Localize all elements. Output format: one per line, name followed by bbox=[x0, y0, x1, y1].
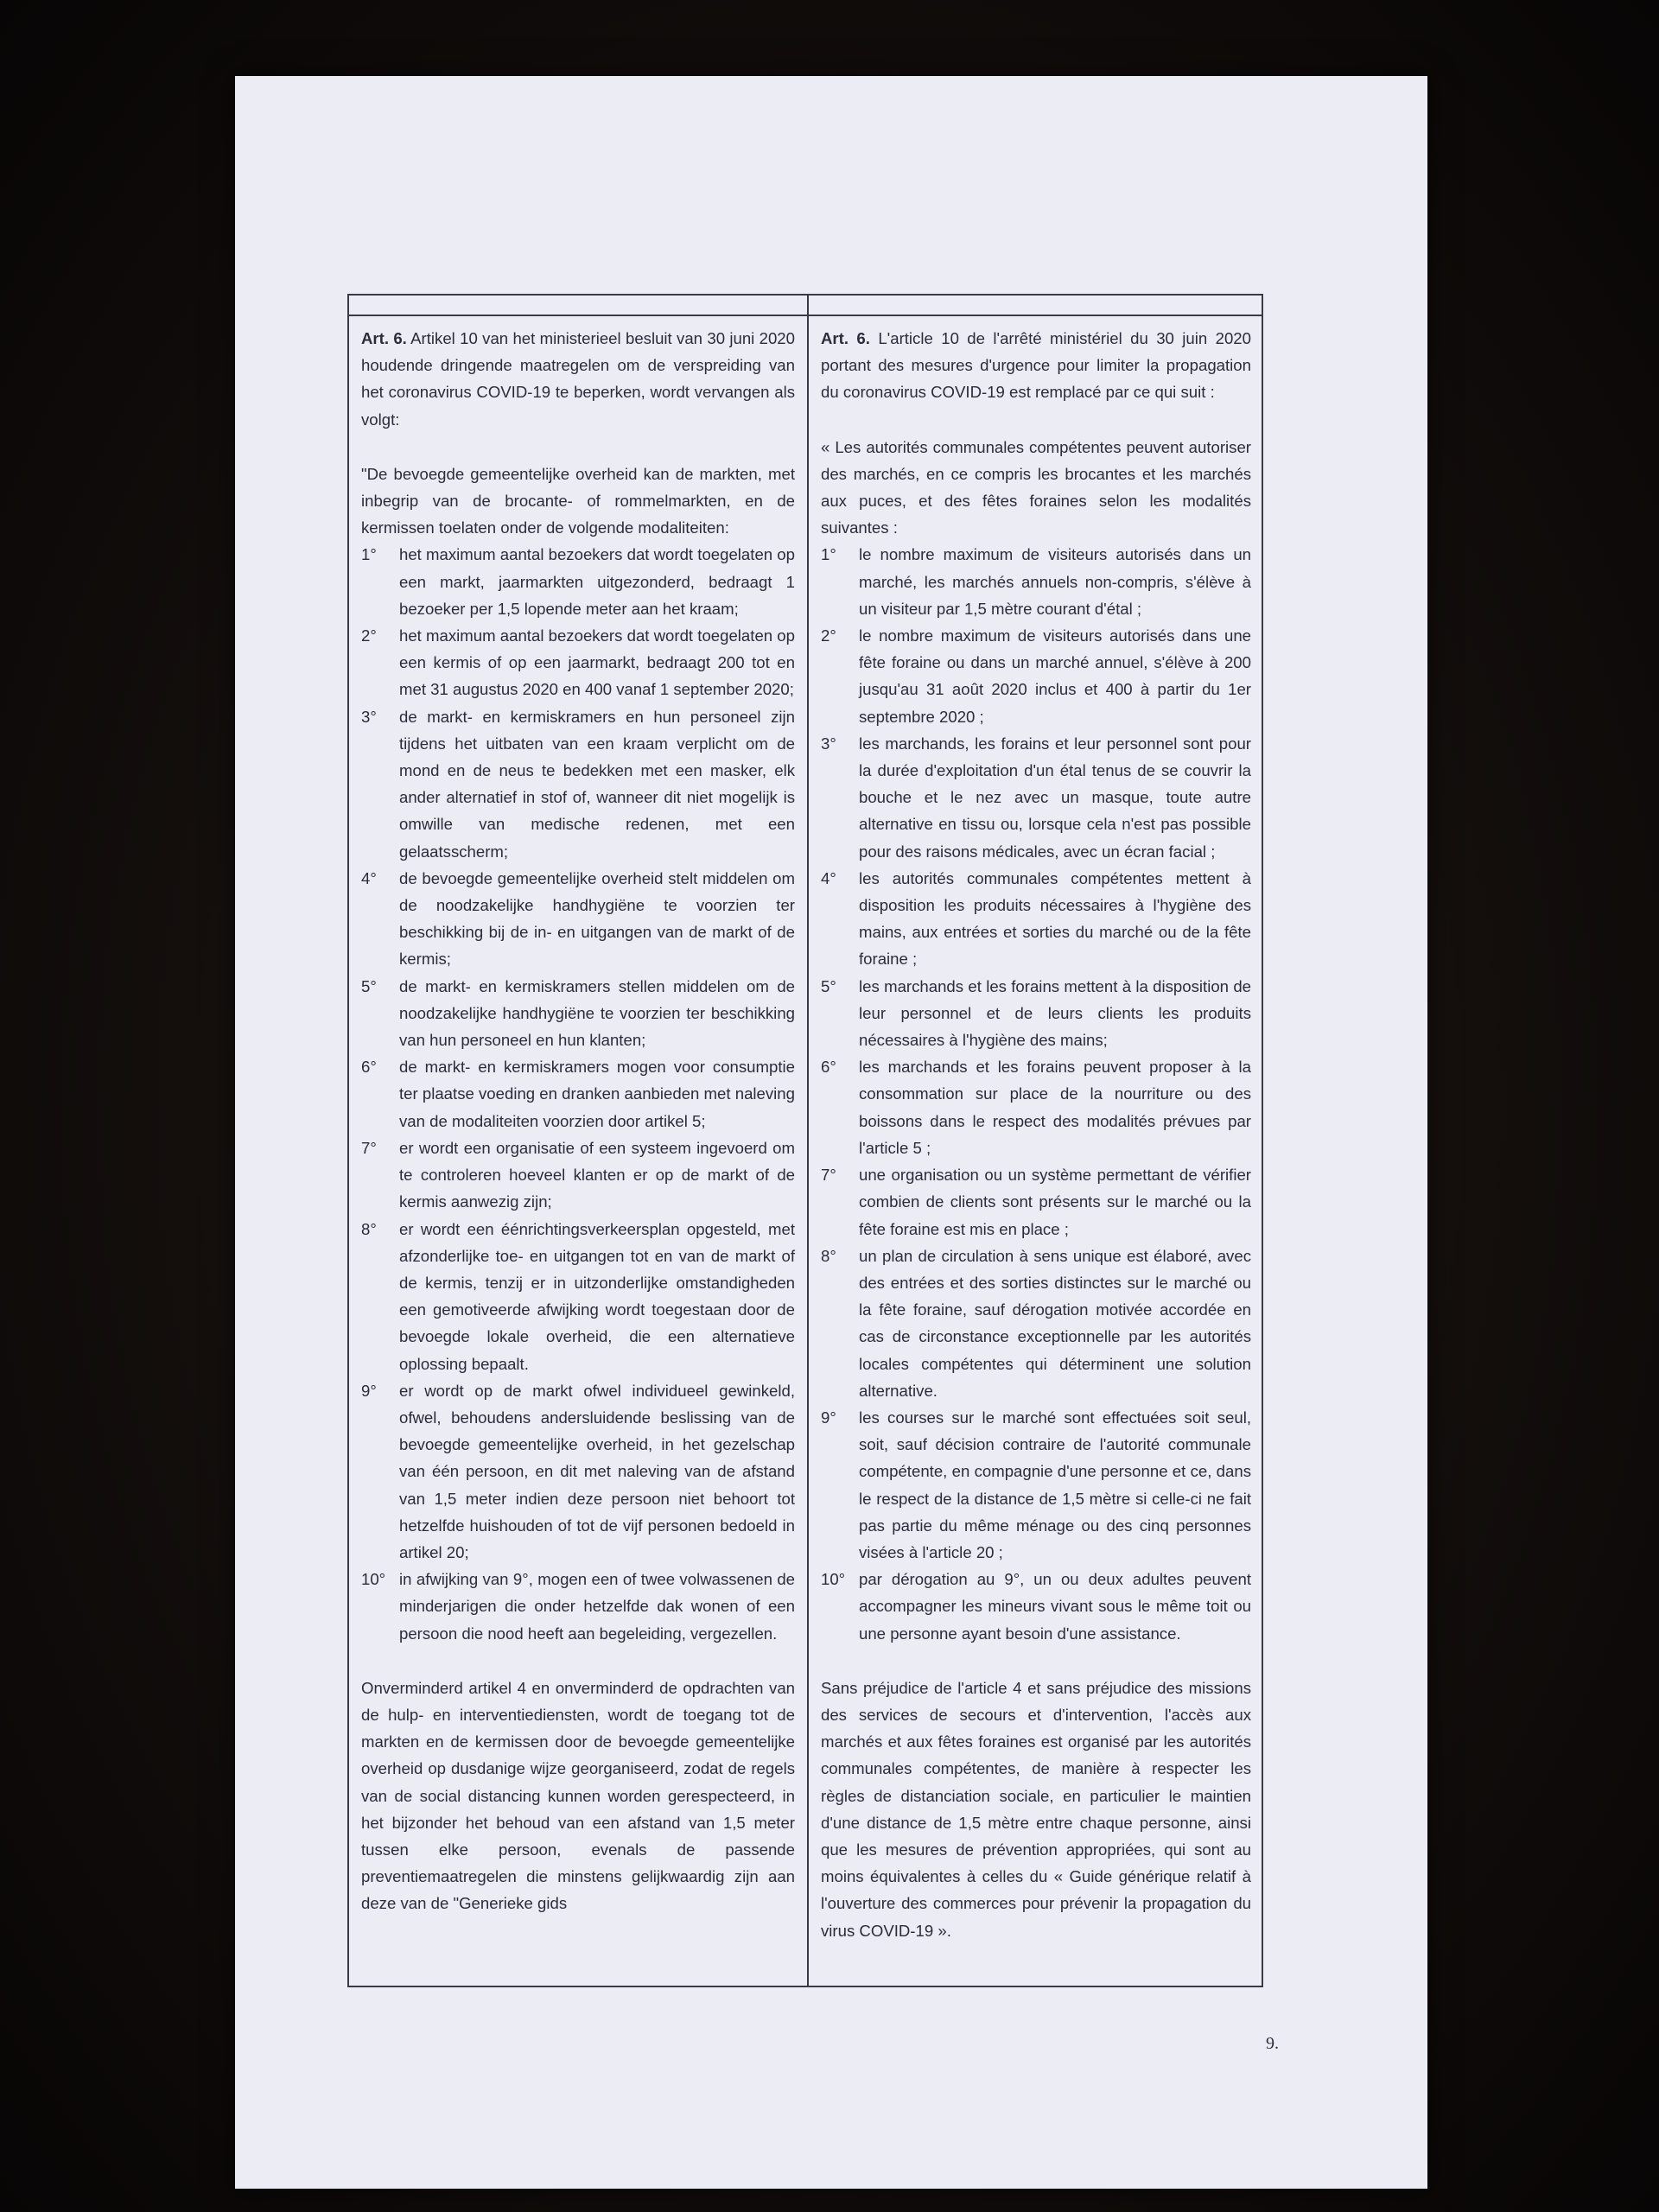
item-text: het maximum aantal bezoekers dat wordt toegelaten op een markt, jaarmarkten uitgezonderd, bedraagt 1 bezoeker per 1,5 lopende meter aan het kraam; bbox=[399, 545, 795, 618]
modalities-list-fr bbox=[821, 541, 1251, 1646]
modalities-list-nl bbox=[361, 541, 795, 1646]
item-number: 6° bbox=[821, 1058, 836, 1077]
item-text: les autorités communales compétentes mettent à disposition les produits nécessaires à l'hygiène des mains, aux entrées et sorties du marché ou de la fête foraine ; bbox=[859, 868, 1251, 969]
list-item bbox=[361, 865, 795, 973]
item-text: un plan de circulation à sens unique est élaboré, avec des entrées et des sorties distinctes sur le marché ou la fête foraine, sauf dérogation motivée accordée en cas de circonstance exceptionnelle par les autorités locales compétentes qui déterminent une solution alternative. bbox=[859, 1246, 1251, 1400]
article-intro-fr bbox=[821, 325, 1251, 406]
item-text: le nombre maximum de visiteurs autorisés dans un marché, les marchés annuels non-compris, s'élève à un visiteur par 1,5 mètre courant d'étal ; bbox=[859, 545, 1251, 618]
article-ref-nl: Art. 6. bbox=[361, 329, 407, 347]
item-text: de markt- en kermiskramers mogen voor consumptie ter plaatse voeding en dranken aanbieden met naleving van de modaliteiten voorzien door artikel 5; bbox=[399, 1058, 795, 1130]
item-text: het maximum aantal bezoekers dat wordt toegelaten op een kermis of op een jaarmarkt, bedraagt 200 tot en met 31 augustus 2020 en 400 vanaf 1 september 2020; bbox=[399, 626, 795, 699]
item-number: 4° bbox=[821, 868, 836, 887]
item-text: les marchands, les forains et leur personnel sont pour la durée d'exploitation d'un étal tenus de se couvrir la bouche et le nez avec un masque, toute autre alternative en tissu ou, lorsque cela n'est pas possible pour des raisons médicales, avec un écran facial ; bbox=[859, 734, 1251, 861]
page-number: 9. bbox=[1266, 2034, 1279, 2053]
list-item bbox=[821, 541, 1251, 622]
item-number: 3° bbox=[361, 707, 377, 726]
list-item bbox=[361, 703, 795, 865]
item-number: 10° bbox=[361, 1570, 386, 1589]
closing-paragraph-fr: Sans préjudice de l'article 4 et sans préjudice des missions des services de secours et d'intervention, l'accès aux marchés et aux fêtes foraines est organisé par les autorités communales compétentes, de manière à respecter les règles de distanciation sociale, en particulier le maintien d'une distance de 1,5 mètre entre chaque personne, ainsi que les mesures de prévention appropriées, qui sont au moins équivalentes à celles du « Guide générique relatif à l'ouverture des commerces pour prévenir la propagation du virus COVID-19 ». bbox=[821, 1678, 1251, 1940]
item-text: er wordt op de markt ofwel individueel gewinkeld, ofwel, behoudens andersluidende beslissing van de bevoegde gemeentelijke overheid, in het gezelschap van één persoon, en dit met naleving van de afstand van 1,5 meter indien deze persoon niet behoort tot hetzelfde huishouden of tot de vijf personen bedoeld in artikel 20; bbox=[399, 1381, 795, 1561]
table-header-row bbox=[349, 296, 1262, 316]
lead-paragraph-nl: "De bevoegde gemeentelijke overheid kan de markten, met inbegrip van de brocante- of rommelmarkten, en de kermissen toelaten onder de volgende modaliteiten: bbox=[361, 464, 795, 537]
item-number: 6° bbox=[361, 1058, 377, 1077]
list-item bbox=[821, 1566, 1251, 1647]
item-number: 1° bbox=[361, 545, 377, 564]
item-text: de markt- en kermiskramers en hun personeel zijn tijdens het uitbaten van een kraam verplicht om de mond en de neus te bedekken met een masker, elk ander alternatief in stof of, wanneer dit niet mogelijk is omwille van medische redenen, met een gelaatsscherm; bbox=[399, 707, 795, 861]
list-item bbox=[821, 730, 1251, 865]
article-intro-nl bbox=[361, 325, 795, 433]
list-item bbox=[361, 1216, 795, 1377]
item-number: 9° bbox=[821, 1408, 836, 1427]
item-number: 5° bbox=[361, 976, 377, 995]
item-text: une organisation ou un système permettant de vérifier combien de clients sont présents sur le marché ou la fête foraine est mis en place ; bbox=[859, 1166, 1251, 1238]
document-page bbox=[235, 76, 1427, 2189]
item-text: de bevoegde gemeentelijke overheid stelt middelen om de noodzakelijke handhygiëne te voorzien ter beschikking bij de in- en uitgangen van de markt of de kermis; bbox=[399, 868, 795, 969]
item-number: 10° bbox=[821, 1570, 846, 1589]
item-number: 8° bbox=[821, 1246, 836, 1265]
item-text: les marchands et les forains mettent à la disposition de leur personnel et de leurs clients les produits nécessaires à l'hygiène des mains; bbox=[859, 976, 1251, 1050]
list-item bbox=[821, 622, 1251, 730]
list-item bbox=[821, 973, 1251, 1054]
dutch-column bbox=[349, 316, 807, 1986]
item-text: de markt- en kermiskramers stellen middelen om de noodzakelijke handhygiëne te voorzien ter beschikking van hun personeel en hun klanten; bbox=[399, 976, 795, 1050]
item-number: 2° bbox=[361, 626, 377, 645]
article-intro-text-fr: L'article 10 de l'arrêté ministériel du 30 juin 2020 portant des mesures d'urgence pour limiter la propagation du coronavirus COVID-19 est remplacé par ce qui suit : bbox=[821, 329, 1251, 402]
item-number: 7° bbox=[821, 1166, 836, 1185]
closing-paragraph-nl: Onverminderd artikel 4 en onverminderd de opdrachten van de hulp- en interventiediensten, wordt de toegang tot de markten en de kermissen door de bevoegde gemeentelijke overheid op dusdanige wijze georganiseerd, zodat de regels van de social distancing kunnen worden gerespecteerd, in het bijzonder het behoud van een afstand van 1,5 meter tussen elke persoon, evenals de passende preventiemaatregelen die minstens gelijkwaardig zijn aan deze van de "Generieke gids bbox=[361, 1678, 795, 1913]
lead-paragraph-fr: « Les autorités communales compétentes peuvent autoriser des marchés, en ce compris les brocantes et les marchés aux puces, et des fêtes foraines selon les modalités suivantes : bbox=[821, 437, 1251, 537]
bilingual-table bbox=[347, 294, 1263, 1987]
list-item bbox=[361, 1053, 795, 1135]
item-text: le nombre maximum de visiteurs autorisés dans une fête foraine ou dans un marché annuel, s'élève à 200 jusqu'au 31 août 2020 inclus et 400 à partir du 1er septembre 2020 ; bbox=[859, 626, 1251, 726]
list-item bbox=[361, 622, 795, 703]
article-ref-fr: Art. 6. bbox=[821, 329, 870, 347]
item-number: 4° bbox=[361, 868, 377, 887]
item-text: par dérogation au 9°, un ou deux adultes peuvent accompagner les mineurs vivant sous le même toit ou une personne ayant besoin d'une assistance. bbox=[859, 1570, 1251, 1643]
item-text: in afwijking van 9°, mogen een of twee volwassenen de minderjarigen die onder hetzelfde dak wonen of een persoon die nood heeft aan begeleiding, vergezellen. bbox=[399, 1570, 795, 1643]
item-text: les marchands et les forains peuvent proposer à la consommation sur place de la nourriture ou des boissons dans le respect des modalités prévues par l'article 5 ; bbox=[859, 1058, 1251, 1157]
item-text: er wordt een éénrichtingsverkeersplan opgesteld, met afzonderlijke toe- en uitgangen tot en van de markt of de kermis, tenzij er in uitzonderlijke omstandigheden een gemotiveerde afwijking wordt toegestaan door de bevoegde lokale overheid, die een alternatieve oplossing bepaalt. bbox=[399, 1219, 795, 1373]
item-number: 7° bbox=[361, 1138, 377, 1157]
list-item bbox=[361, 1135, 795, 1216]
list-item bbox=[821, 1404, 1251, 1566]
item-number: 1° bbox=[821, 545, 836, 564]
item-number: 3° bbox=[821, 734, 836, 753]
item-number: 5° bbox=[821, 976, 836, 995]
item-text: les courses sur le marché sont effectuées soit seul, soit, sauf décision contraire de l'autorité communale compétente, en compagnie d'une personne et ce, dans le respect de la distance de 1,5 mètre si celle-ci ne fait pas partie du même ménage ou des cinq personnes visées à l'article 20 ; bbox=[859, 1408, 1251, 1561]
item-number: 2° bbox=[821, 626, 836, 645]
list-item bbox=[361, 973, 795, 1054]
list-item bbox=[821, 865, 1251, 973]
article-intro-text-nl: Artikel 10 van het ministerieel besluit van 30 juni 2020 houdende dringende maatregelen om de verspreiding van het coronavirus COVID-19 te beperken, wordt vervangen als volgt: bbox=[361, 329, 795, 429]
list-item bbox=[821, 1243, 1251, 1404]
list-item bbox=[361, 1566, 795, 1647]
list-item bbox=[361, 1377, 795, 1566]
french-column bbox=[809, 316, 1263, 1986]
item-text: er wordt een organisatie of een systeem ingevoerd om te controleren hoeveel klanten er op de markt of de kermis aanwezig zijn; bbox=[399, 1138, 795, 1211]
list-item bbox=[821, 1161, 1251, 1243]
list-item bbox=[821, 1053, 1251, 1161]
item-number: 8° bbox=[361, 1219, 377, 1238]
list-item bbox=[361, 541, 795, 622]
item-number: 9° bbox=[361, 1381, 377, 1400]
